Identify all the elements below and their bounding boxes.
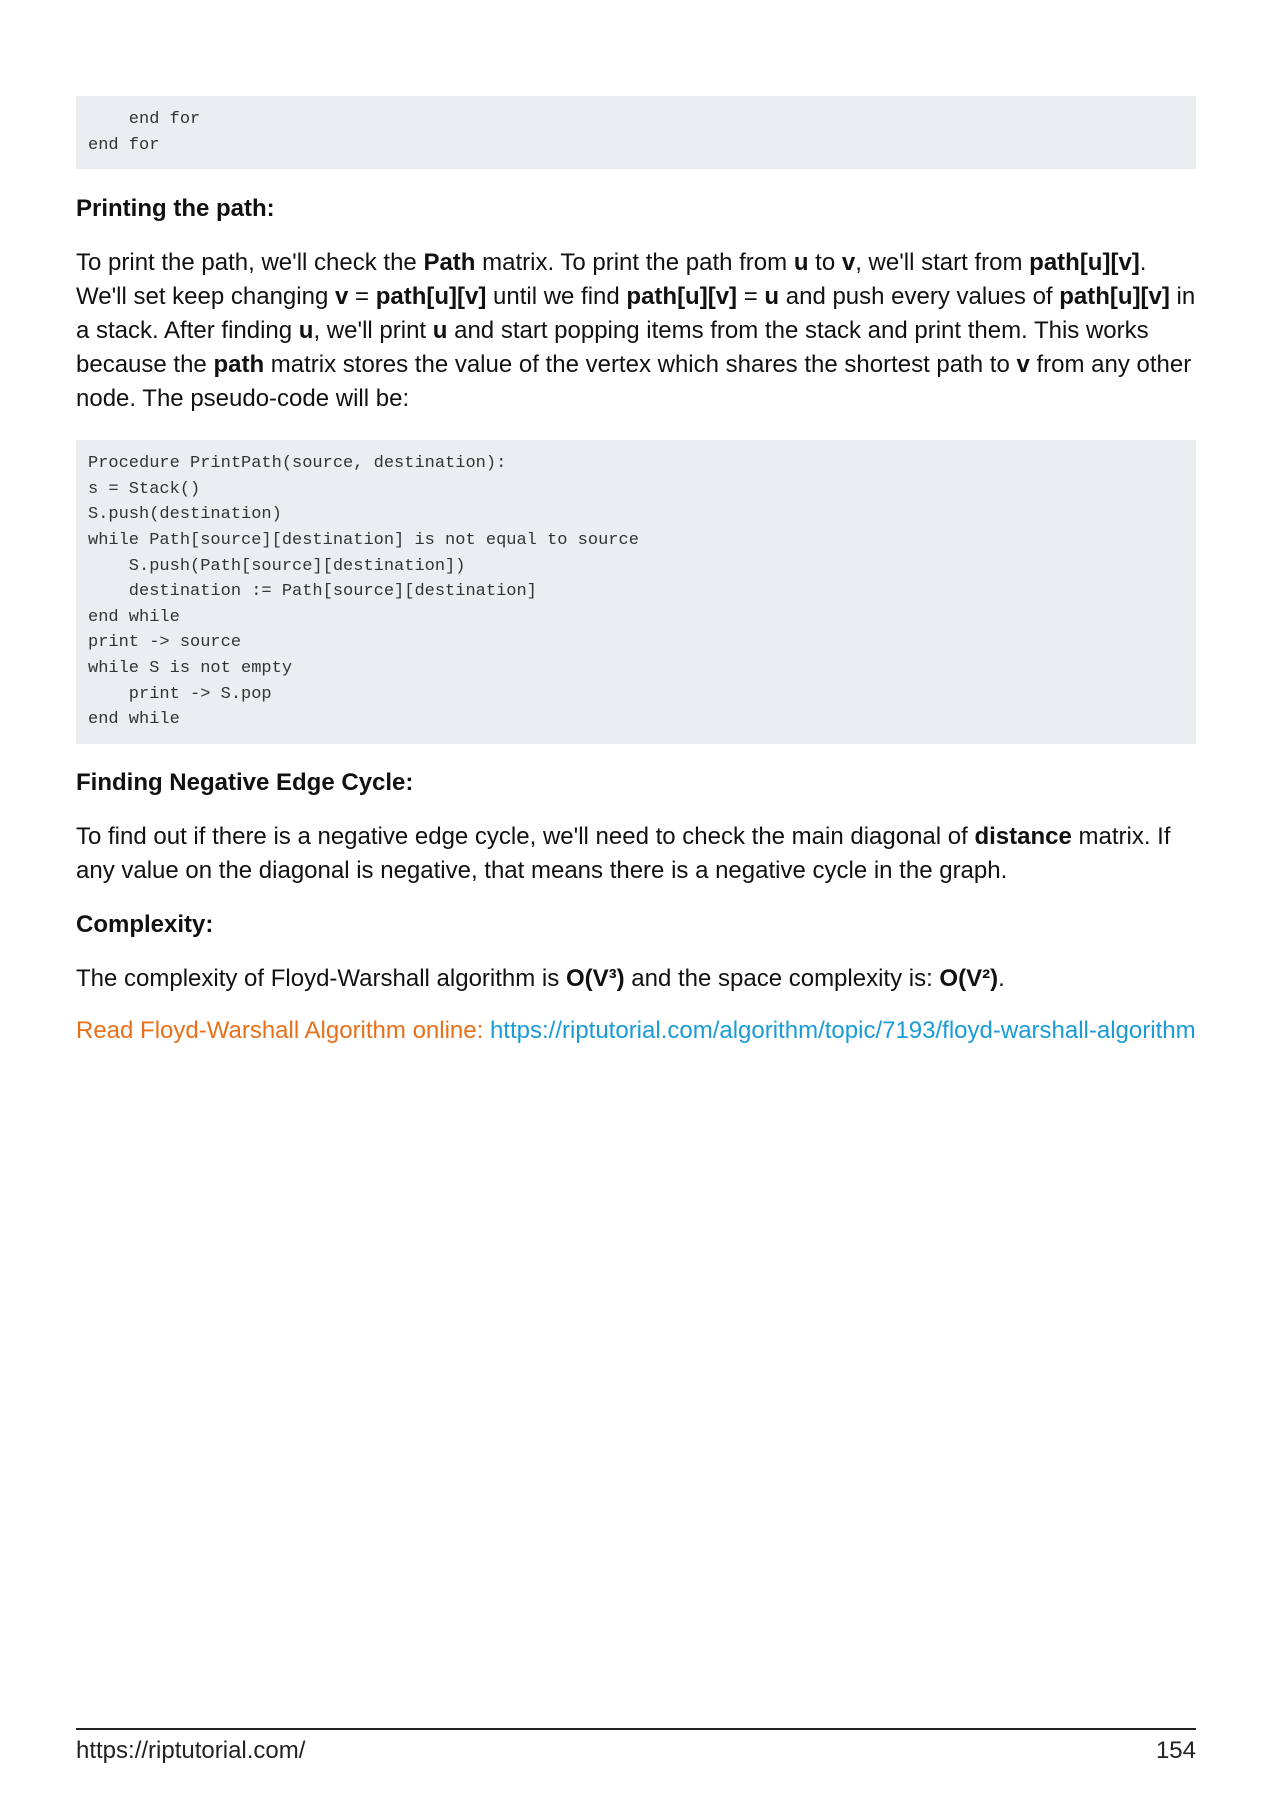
text-run: and the space complexity is: bbox=[624, 964, 940, 992]
read-online-label: Read Floyd-Warshall Algorithm online: bbox=[76, 1016, 490, 1044]
text-run: to bbox=[808, 249, 842, 277]
code-line: while Path[source][destination] is not equal to source bbox=[88, 530, 639, 550]
bold-run: path[u][v] bbox=[1059, 283, 1170, 311]
code-block-top bbox=[76, 96, 1196, 169]
text-run: The complexity of Floyd-Warshall algorithm is bbox=[76, 964, 566, 992]
bold-run: O(V³) bbox=[565, 964, 625, 992]
bold-run: v bbox=[841, 249, 856, 277]
text-run: , we'll print bbox=[313, 317, 433, 345]
read-online-line bbox=[76, 1014, 1196, 1048]
bold-run: O(V²) bbox=[939, 964, 999, 992]
page-footer bbox=[76, 1728, 1196, 1766]
bold-run: v bbox=[1016, 351, 1030, 379]
text-run: matrix. To print the path from bbox=[475, 249, 794, 277]
bold-run: distance bbox=[974, 822, 1072, 850]
text-run: . bbox=[998, 964, 1005, 992]
bold-run: path[u][v] bbox=[375, 283, 487, 311]
code-line: end while bbox=[88, 607, 180, 627]
heading-complexity: Complexity: bbox=[76, 910, 214, 938]
paragraph-printing-path bbox=[76, 246, 1196, 416]
heading-negative-cycle: Finding Negative Edge Cycle: bbox=[76, 768, 414, 796]
text-run: matrix stores the value of the vertex which shares the shortest path to bbox=[264, 351, 1017, 379]
text-run: To find out if there is a negative edge cycle, we'll need to check the main diagonal of bbox=[76, 822, 975, 850]
bold-run: path bbox=[213, 351, 265, 379]
bold-run: path[u][v] bbox=[626, 283, 738, 311]
heading-printing-path: Printing the path: bbox=[76, 195, 275, 223]
code-block-printpath bbox=[76, 440, 1196, 744]
text-run: = bbox=[737, 283, 765, 311]
text-run: To print the path, we'll check the bbox=[76, 249, 424, 277]
text-run: matrix. If any value on the diagonal is negative, that means there is a negative cycle in the graph. bbox=[76, 822, 1171, 884]
bold-run: v bbox=[334, 283, 349, 311]
footer-site-url: https://riptutorial.com/ bbox=[76, 1737, 306, 1764]
document-page bbox=[76, 96, 1196, 1048]
text-run: and start popping items from the stack and print them. This works because the bbox=[76, 317, 1149, 379]
text-run: in a stack. After finding bbox=[76, 283, 1196, 345]
text-run: . We'll set keep changing bbox=[76, 249, 1147, 311]
bold-run: Path bbox=[423, 249, 476, 277]
read-online-link[interactable]: https://riptutorial.com/algorithm/topic/7193/floyd-warshall-algorithm bbox=[489, 1016, 1196, 1044]
code-line: end while bbox=[88, 710, 180, 730]
code-line: S.push(destination) bbox=[88, 505, 282, 525]
text-run: until we find bbox=[486, 283, 627, 311]
text-run: and push every values of bbox=[779, 283, 1060, 311]
code-line: S.push(Path[source][destination]) bbox=[88, 556, 466, 576]
text-run: from any other node. The pseudo-code will be: bbox=[76, 351, 1192, 413]
paragraph-negative-cycle bbox=[76, 820, 1196, 888]
bold-run: u bbox=[764, 283, 780, 311]
code-line: end for bbox=[88, 135, 160, 155]
bold-run: u bbox=[432, 317, 448, 345]
code-line: print -> S.pop bbox=[88, 684, 272, 704]
text-run: = bbox=[348, 283, 376, 311]
code-line: end for bbox=[88, 110, 201, 129]
paragraph-complexity bbox=[76, 962, 1196, 996]
code-line: Procedure PrintPath(source, destination): bbox=[88, 454, 507, 474]
code-line: s = Stack() bbox=[88, 479, 201, 499]
code-line: print -> source bbox=[88, 633, 242, 653]
page-number: 154 bbox=[1155, 1737, 1196, 1764]
bold-run: u bbox=[298, 317, 314, 345]
bold-run: path[u][v] bbox=[1029, 249, 1140, 277]
bold-run: u bbox=[793, 249, 809, 277]
text-run: , we'll start from bbox=[855, 249, 1030, 277]
code-line: destination := Path[source][destination] bbox=[88, 582, 537, 602]
code-line: while S is not empty bbox=[88, 658, 293, 678]
